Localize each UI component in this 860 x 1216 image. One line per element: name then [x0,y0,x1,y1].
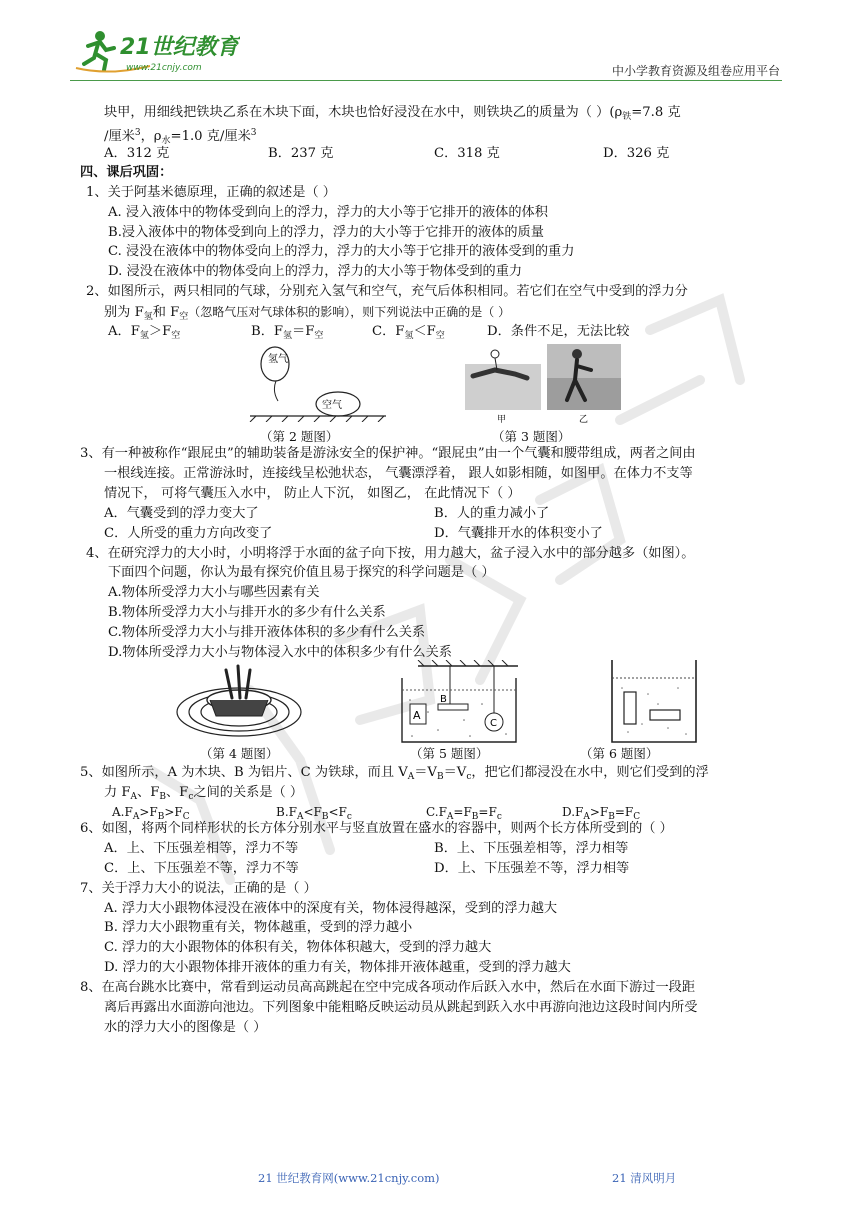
q6-optA: A．上、下压强差相等，浮力不等 [104,841,299,856]
q-prev-optA: A．312 克 [104,146,170,161]
logo-21cnjy [70,24,240,76]
svg-text:甲: 甲 [497,415,507,424]
q3-stem-2: 一根线连接。正常游泳时，连接线呈松弛状态， 气囊漂浮着， 跟人如影相随，如图甲。在体力不支等 [104,466,693,481]
section-title: 四、课后巩固： [80,165,173,180]
q-prev-line2: /厘米$^3$，$\rho_水=1.0$ 克/厘米$^3$ [104,128,257,146]
q3-optB: B．人的重力减小了 [434,506,550,521]
q5-optC: $C.F_A=F_B=F_c$ [426,805,502,822]
q3-stem-3: 情况下， 可将气囊压入水中， 防止人下沉， 如图乙， 在此情况下（ ） [104,486,521,501]
header-divider [70,80,782,81]
svg-text:A: A [413,709,421,722]
q5-optB: $B.F_A<F_B<F_c$ [276,805,352,822]
q6-optC: C．上、下压强差不等，浮力不等 [104,861,299,876]
caption-fig5: （第 5 题图） [410,746,489,761]
q5-stem-1: 5、如图所示，A 为木块、B 为铝片、C 为铁球，而且 $V_A=V_B=V_c$，把它们都浸没在水中，则它们受到的浮 [80,765,709,782]
q1-optC: C. 浸没在液体中的物体受向上的浮力，浮力的大小等于它排开的液体受到的重力 [108,244,575,259]
q3-optC: C．人所受的重力方向改变了 [104,526,273,541]
svg-text:氢气: 氢气 [268,354,288,365]
q-prev-optD: D．326 克 [603,146,670,161]
figure-5-objects-in-water [398,660,518,744]
q-prev-line1: 块甲，用细线把铁块乙系在木块下面，木块也恰好浸没在水中，则铁块乙的质量为（ ）($\rho_铁=7.8$ 克 [104,105,681,122]
q3-optA: A．气囊受到的浮力变大了 [104,506,259,521]
figure-2-balloons [248,346,388,422]
q5-optA: $A.F_A>F_B>F_C$ [112,805,190,822]
q7-optD: D. 浮力的大小跟物体排开液体的重力有关，物体排开液体越重，受到的浮力越大 [104,960,571,975]
footer-site-link[interactable]: 21 世纪教育网(www.21cnjy.com) [258,1171,440,1185]
q7-optC: C. 浮力的大小跟物体的体积有关，物体体积越大，受到的浮力越大 [104,940,492,955]
q4-optC: C.物体所受浮力大小与排开液体体积的多少有什么关系 [108,625,426,640]
q6-stem: 6、如图，将两个同样形状的长方体分别水平与竖直放置在盛水的容器中，则两个长方体所受到的（ ） [80,821,673,836]
q8-stem-1: 8、在高台跳水比赛中，常看到运动员高高跳起在空中完成各项动作后跃入水中，然后在水面下游过一段距 [80,980,696,995]
q4-optA: A.物体所受浮力大小与哪些因素有关 [108,585,320,600]
svg-text:B: B [440,694,447,705]
svg-text:C: C [490,718,497,729]
q3-stem-1: 3、有一种被称作“跟屁虫”的辅助装备是游泳安全的保护神。“跟屁虫”由一个气囊和腰带组成，两者之间由 [80,446,696,461]
q4-stem-2: 下面四个问题，你认为最有探究价值且易于探究的科学问题是（ ） [108,565,495,580]
q1-optD: D. 浸没在液体中的物体受向上的浮力，浮力的大小等于物体受到的重力 [108,264,523,279]
q1-stem: 1、关于阿基米德原理，正确的叙述是（ ） [86,185,336,200]
q3-optD: D．气囊排开水的体积变小了 [434,526,603,541]
q8-stem-2: 离后再露出水面游向池边。下列图象中能粗略反映运动员从跳起到跃入水中再游向池边这段时间内所受 [104,1000,698,1015]
q1-optB: B.浸入液体中的物体受到向上的浮力，浮力的大小等于它排开的液体的质量 [108,225,544,240]
q7-stem: 7、关于浮力大小的说法，正确的是（ ） [80,881,317,896]
q4-optB: B.物体所受浮力大小与排开水的多少有什么关系 [108,605,386,620]
caption-fig6: （第 6 题图） [580,746,659,761]
q-prev-optB: B．237 克 [268,146,334,161]
footer-author: 21 清风明月 [612,1171,677,1185]
svg-text:21世纪教育: 21世纪教育 [120,35,239,60]
q2-optB: B．$F_氢=F_空$ [251,324,324,341]
figure-6-container [608,658,700,744]
figure-4-basin [174,660,304,744]
q1-optA: A. 浸入液体中的物体受到向上的浮力，浮力的大小等于它排开的液体的体积 [108,205,548,220]
svg-text:www.21cnjy.com: www.21cnjy.com [126,63,202,73]
caption-fig4: （第 4 题图） [200,746,279,761]
q8-stem-3: 水的浮力大小的图像是（ ） [104,1020,267,1035]
q2-stem-2: 别为 $F_氢$和 $F_空$（忽略气压对气球体积的影响），则下列说法中正确的是（ ） [104,305,511,322]
caption-fig3: （第 3 题图） [492,429,571,444]
q6-optB: B．上、下压强差相等，浮力相等 [434,841,629,856]
figure-3-swimmers [465,340,621,424]
q2-optC: C．$F_氢<F_空$ [372,324,445,341]
q7-optB: B. 浮力大小跟物重有关，物体越重，受到的浮力越小 [104,920,413,935]
header-platform-text: 中小学教育资源及组卷应用平台 [611,64,780,78]
q5-optD: $D.F_A>F_B=F_C$ [562,805,641,822]
q-prev-optC: C．318 克 [434,146,500,161]
q2-stem-1: 2、如图所示，两只相同的气球，分别充入氢气和空气，充气后体积相同。若它们在空气中受到的浮力分 [86,284,688,299]
svg-text:乙: 乙 [579,415,589,424]
q4-optD: D.物体所受浮力大小与物体浸入水中的体积多少有什么关系 [108,645,452,660]
q7-optA: A. 浮力大小跟物体浸没在液体中的深度有关，物体浸得越深，受到的浮力越大 [104,901,558,916]
q5-stem-2: 力 $F_A$、$F_B$、$F_c$之间的关系是（ ） [104,785,304,802]
caption-fig2: （第 2 题图） [260,429,339,444]
q2-optA: A．$F_氢>F_空$ [108,324,181,341]
page-header [70,24,780,80]
q4-stem-1: 4、在研究浮力的大小时，小明将浮于水面的盆子向下按，用力越大，盆子浸入水中的部分越多（如图）。 [86,546,695,561]
svg-text:空气: 空气 [322,400,342,411]
q2-optD: D．条件不足，无法比较 [487,324,630,339]
q6-optD: D．上、下压强差不等，浮力相等 [434,861,630,876]
